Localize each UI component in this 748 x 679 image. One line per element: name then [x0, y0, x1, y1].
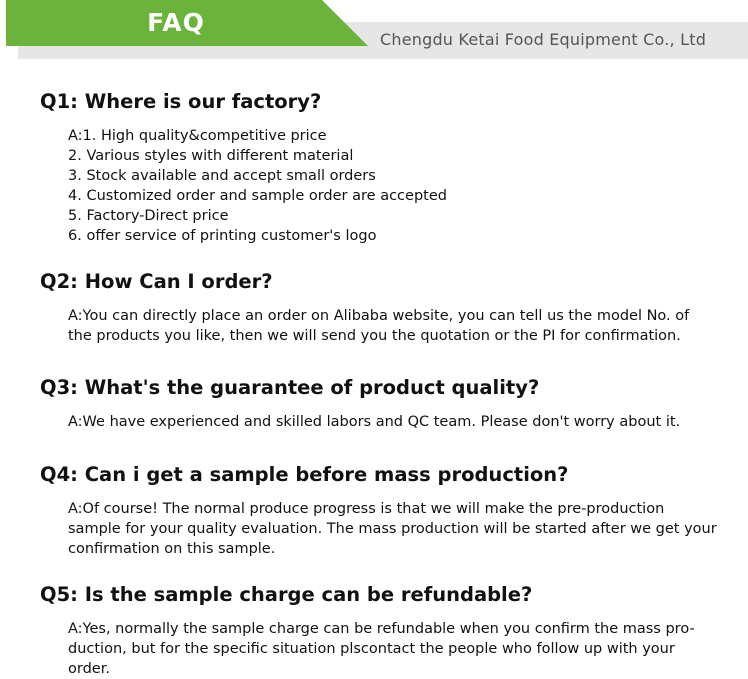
- faq-item-1: [40, 88, 447, 246]
- faq-question: Q1: Where is our factory?: [40, 90, 322, 113]
- answer-line: 6. offer service of printing customer's logo: [68, 228, 377, 244]
- faq-answer: [68, 126, 447, 246]
- answer-line: A:1. High quality&competitive price: [68, 128, 327, 144]
- answer-line: A:We have experienced and skilled labors and QC team. Please don't worry about it.: [68, 414, 681, 430]
- faq-answer: [68, 412, 680, 432]
- faq-title: FAQ: [147, 8, 205, 37]
- faq-question: Q3: What's the guarantee of product quality?: [40, 376, 540, 399]
- answer-line: duction, but for the specific situation plscontact the people who follow up with your: [68, 641, 675, 657]
- faq-answer: [68, 619, 695, 679]
- answer-line: A:Yes, normally the sample charge can be refundable when you confirm the mass pro-: [68, 621, 695, 637]
- answer-line: the products you like, then we will send you the quotation or the PI for confirmation.: [68, 328, 681, 344]
- company-name: Chengdu Ketai Food Equipment Co., Ltd: [380, 30, 707, 49]
- answer-line: confirmation on this sample.: [68, 541, 276, 557]
- answer-line: 3. Stock available and accept small orders: [68, 168, 376, 184]
- faq-question: Q5: Is the sample charge can be refundable?: [40, 583, 533, 606]
- faq-item-5: [40, 581, 695, 679]
- answer-line: 5. Factory-Direct price: [68, 208, 229, 224]
- answer-line: order.: [68, 661, 110, 677]
- faq-item-3: [40, 374, 680, 432]
- answer-line: A:You can directly place an order on Alibaba website, you can tell us the model No. of: [68, 308, 690, 324]
- answer-line: A:Of course! The normal produce progress is that we will make the pre-production: [68, 501, 665, 517]
- faq-question: Q4: Can i get a sample before mass production?: [40, 463, 569, 486]
- faq-question: Q2: How Can I order?: [40, 270, 273, 293]
- answer-line: sample for your quality evaluation. The mass production will be started after we get your: [68, 521, 717, 537]
- faq-item-4: [40, 461, 717, 559]
- faq-banner: [0, 0, 748, 60]
- answer-line: 4. Customized order and sample order are accepted: [68, 188, 447, 204]
- faq-answer: [68, 306, 689, 346]
- faq-answer: [68, 499, 717, 559]
- answer-line: 2. Various styles with different material: [68, 148, 354, 164]
- faq-item-2: [40, 268, 689, 346]
